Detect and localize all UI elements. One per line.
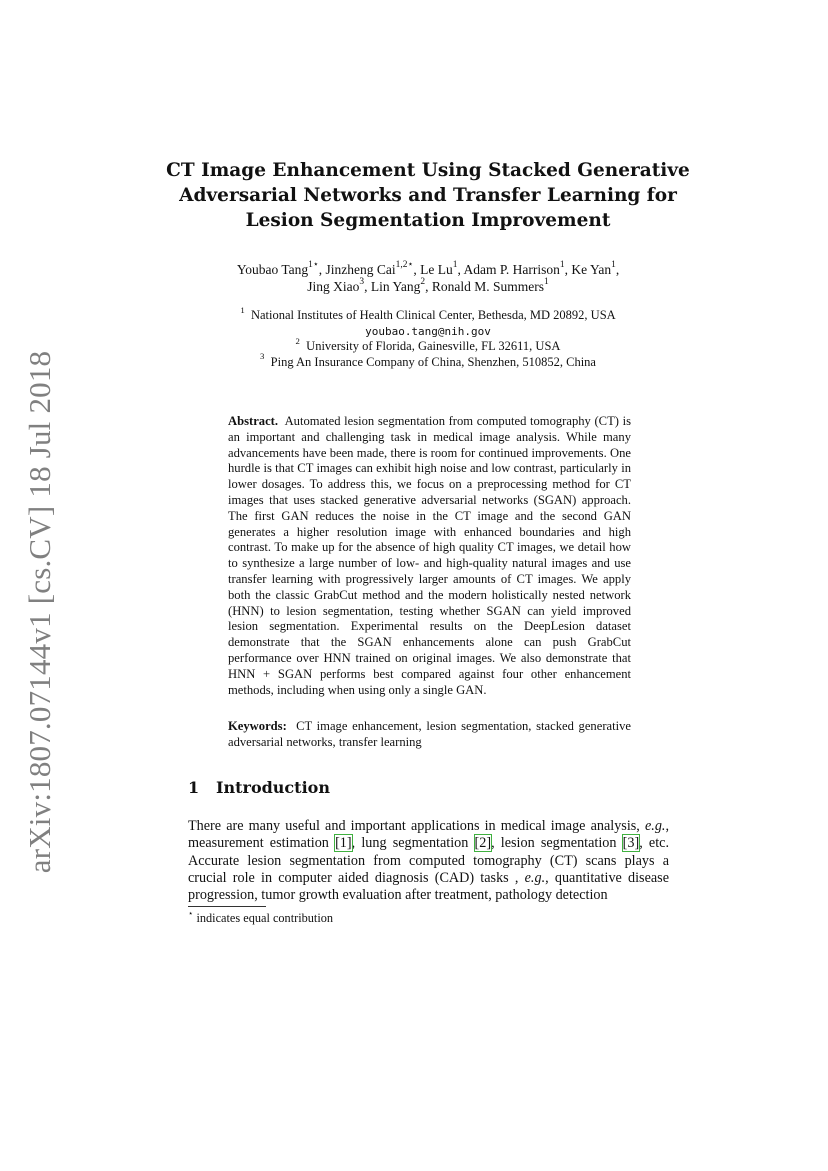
author-affiliation-mark: 3 — [359, 277, 365, 288]
author-affiliation-mark: 1 — [611, 260, 616, 271]
abstract-text: Automated lesion segmentation from computed tomography (CT) is an important and challenging task in medical image analysis. While many advancements have been made, there is room for continued improvements. One hurdle is that CT images can exhibit high noise and low contrast, particularly in lower dosages. To address this, we focus on a preprocessing method for CT images that uses stacked generative adversarial networks (SGAN) approach. The first GAN reduces the noise in the CT image and the second GAN generates a higher resolution image with enhanced boundaries and high contrast. To make up for the absence of high quality CT images, we detail how to synthesize a large number of low- and high-quality natural images and use transfer learning with progressively larger amounts of CT images. We apply both the classic GrabCut method and the modern holistically nested network (HNN) to lesion segmentation, testing whether SGAN can yield improved lesion segmentation. Experimental results on the DeepLesion dataset demonstrate that the SGAN enhancements alone can push GrabCut performance over HNN trained on original images. We also demonstrate that HNN + SGAN performs best compared against four other enhancement methods, including when using only a single GAN. — [228, 414, 631, 697]
keywords-text: CT image enhancement, lesion segmentation, stacked generative adversarial networks, transfer learning — [228, 719, 631, 749]
affiliation-text: Ping An Insurance Company of China, Shenzhen, 510852, China — [270, 354, 596, 369]
affiliation-3 — [160, 351, 696, 371]
abstract-label: Abstract. — [228, 414, 279, 428]
affiliation-text: University of Florida, Gainesville, FL 32611, USA — [306, 339, 561, 353]
citation-link[interactable]: [1] — [335, 835, 352, 852]
author-list — [160, 261, 696, 295]
introduction-paragraph — [188, 818, 669, 904]
affiliation-2 — [160, 335, 696, 355]
citation-link[interactable]: [2] — [474, 835, 492, 852]
author-name: Le Lu — [420, 262, 453, 277]
arxiv-stamp — [0, 0, 57, 874]
author-affiliation-mark: 1⋆ — [308, 260, 319, 271]
intro-emphasis: e.g. — [644, 818, 666, 834]
footnote-mark: ⋆ — [188, 907, 194, 918]
affiliation-list — [160, 304, 696, 370]
intro-emphasis: e.g. — [524, 869, 546, 886]
author-name: Ke Yan — [571, 262, 612, 277]
footnote — [188, 907, 334, 926]
author-name: Lin Yang — [370, 279, 421, 294]
author-name: Ronald M. Summers — [431, 279, 544, 294]
intro-text: There are many useful and important applications in medical image analysis, — [188, 818, 640, 834]
author-name: Adam P. Harrison — [463, 262, 560, 277]
arxiv-identifier: arXiv:1807.07144v1 [cs.CV] 18 Jul 2018 — [22, 350, 57, 874]
intro-text: , etc. Accurate lesion segmentation from computed tomography (CT) scans plays a crucial role in computer aided diagnosis (CAD) tasks , — [188, 835, 669, 886]
author-name: Youbao Tang — [236, 262, 309, 277]
intro-text: , measurement estimation — [188, 818, 670, 852]
intro-text: , lung segmentation — [351, 835, 475, 852]
keywords-label: Keywords: — [228, 719, 287, 733]
author-affiliation-mark: 2 — [420, 277, 426, 288]
author-name: Jinzheng Cai — [325, 262, 396, 277]
affiliation-text: National Institutes of Health Clinical Center, Bethesda, MD 20892, USA — [250, 308, 616, 322]
footnote-divider — [188, 906, 266, 907]
contact-email[interactable]: youbao.tang@nih.gov — [365, 324, 491, 338]
intro-text: , quantitative disease progression, tumor growth evaluation after treatment, pathology detection — [188, 869, 669, 904]
author-affiliation-mark: 1 — [452, 260, 458, 271]
footnote-text: indicates equal contribution — [196, 911, 334, 925]
author-name: Jing Xiao — [307, 279, 360, 294]
section-title: Introduction — [216, 778, 330, 797]
paper-title: CT Image Enhancement Using Stacked Generative Adversarial Networks and Transfer Learning for Lesion Segmentation Improvement — [166, 160, 690, 231]
affiliation-mark: 3 — [260, 351, 265, 362]
affiliation-mark: 2 — [295, 335, 300, 346]
affiliation-mark: 1 — [240, 304, 245, 315]
abstract — [228, 414, 631, 698]
affiliation-1 — [160, 304, 696, 324]
keywords — [228, 719, 631, 751]
author-line-2: Jing Xiao$^3$, Lin Yang$^2$, Ronald M. Summers$^1$ — [307, 277, 549, 294]
citation-link[interactable]: [3] — [622, 835, 640, 852]
author-affiliation-mark: 1 — [559, 260, 565, 271]
author-line-1: Youbao Tang$^{1⋆}$, Jinzheng Cai$^{1,2⋆}$, Le Lu$^1$, Adam P. Harrison$^1$, Ke Yan$^1$, — [236, 260, 620, 277]
section-heading — [188, 778, 330, 798]
section-number: 1 — [188, 778, 200, 797]
author-affiliation-mark: 1 — [544, 277, 549, 288]
intro-text: , lesion segmentation — [491, 835, 623, 852]
author-affiliation-mark: 1,2⋆ — [395, 260, 414, 271]
